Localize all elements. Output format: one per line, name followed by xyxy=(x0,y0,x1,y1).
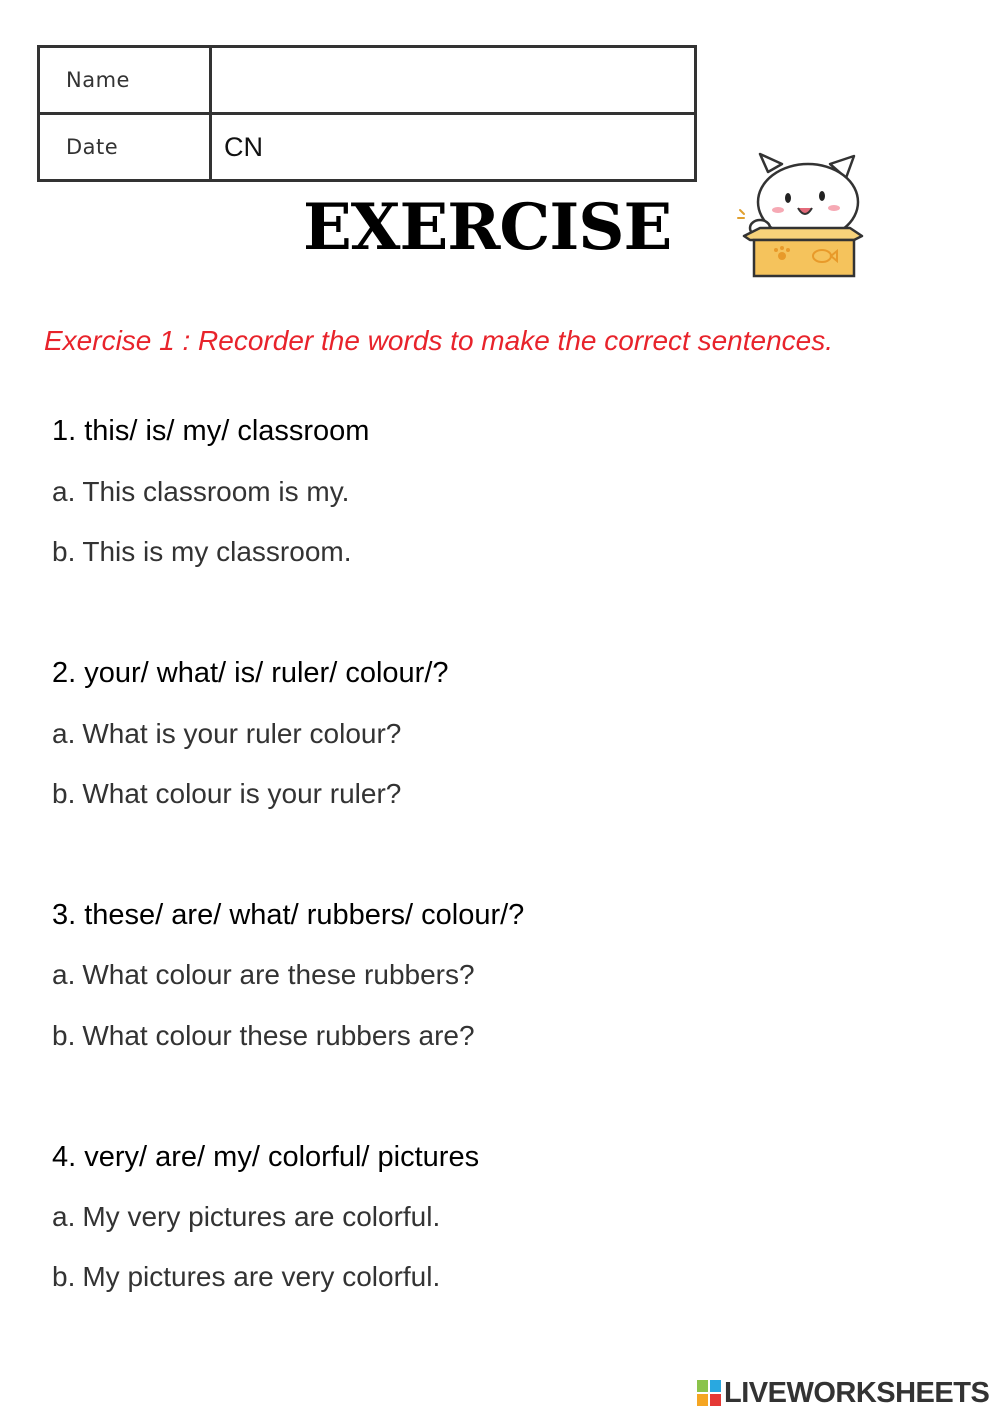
question-3-option-a[interactable] xyxy=(52,959,475,991)
option-label: a. xyxy=(52,959,76,990)
option-label: a. xyxy=(52,1201,76,1232)
name-label: Name xyxy=(39,47,211,114)
option-label: b. xyxy=(52,778,76,809)
question-1-prompt xyxy=(52,415,369,448)
option-label: a. xyxy=(52,476,76,507)
question-4-option-b[interactable] xyxy=(52,1261,440,1293)
question-1-option-a[interactable] xyxy=(52,476,349,508)
date-field[interactable]: CN xyxy=(211,114,696,181)
option-label: b. xyxy=(52,1261,76,1292)
question-4-words: very/ are/ my/ colorful/ pictures xyxy=(76,1141,480,1173)
question-3-prompt xyxy=(52,899,524,932)
liveworksheets-logo xyxy=(697,1378,989,1408)
option-text: What is your ruler colour? xyxy=(82,718,402,749)
question-2-number: 2. xyxy=(52,657,77,689)
option-text: What colour is your ruler? xyxy=(82,778,402,809)
question-4-number: 4. xyxy=(52,1141,77,1173)
student-info-table xyxy=(37,45,697,182)
question-2-prompt xyxy=(52,657,449,690)
question-4-option-a[interactable] xyxy=(52,1201,440,1233)
question-1-option-b[interactable] xyxy=(52,536,352,568)
question-3-words: these/ are/ what/ rubbers/ colour/? xyxy=(76,899,525,931)
cat-in-box-icon xyxy=(730,150,870,280)
option-label: b. xyxy=(52,1020,76,1051)
date-label: Date xyxy=(39,114,211,181)
liveworksheets-logo-text: LIVEWORKSHEETS xyxy=(724,1376,990,1409)
option-text: This is my classroom. xyxy=(82,536,352,567)
option-text: What colour these rubbers are? xyxy=(82,1020,475,1051)
question-1-number: 1. xyxy=(52,415,77,447)
option-text: What colour are these rubbers? xyxy=(82,959,475,990)
question-2-option-a[interactable] xyxy=(52,718,401,750)
question-2-option-b[interactable] xyxy=(52,778,401,810)
date-row xyxy=(39,114,696,181)
question-2-words: your/ what/ is/ ruler/ colour/? xyxy=(76,657,449,689)
option-text: My very pictures are colorful. xyxy=(82,1201,441,1232)
option-text: My pictures are very colorful. xyxy=(82,1261,441,1292)
option-text: This classroom is my. xyxy=(82,476,350,507)
question-4-prompt xyxy=(52,1141,479,1174)
name-row xyxy=(39,47,696,114)
name-field[interactable] xyxy=(211,47,696,114)
question-1-words: this/ is/ my/ classroom xyxy=(76,415,370,447)
question-3-option-b[interactable] xyxy=(52,1020,475,1052)
option-label: b. xyxy=(52,536,76,567)
exercise-instruction: Exercise 1 : Recorder the words to make the correct sentences. xyxy=(44,325,834,356)
option-label: a. xyxy=(52,718,76,749)
liveworksheets-logo-icon xyxy=(697,1380,721,1406)
page-title: EXERCISE xyxy=(303,190,672,265)
question-3-number: 3. xyxy=(52,899,77,931)
